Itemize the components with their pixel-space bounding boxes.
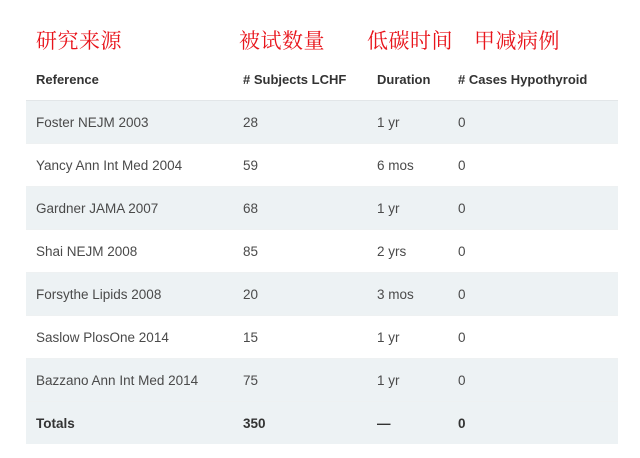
cell-subjects: 20 [233,273,367,316]
chinese-annotations [0,0,640,60]
annotation-cases: 甲减病例 [474,29,560,53]
cell-cases: 0 [448,359,618,402]
cell-reference: Forsythe Lipids 2008 [26,273,233,316]
cell-subjects: 85 [233,230,367,273]
cell-reference: Gardner JAMA 2007 [26,187,233,230]
table-row [26,230,618,273]
cell-reference: Bazzano Ann Int Med 2014 [26,359,233,402]
cell-duration: 6 mos [367,144,448,187]
table-row [26,101,618,144]
cell-subjects: 75 [233,359,367,402]
cell-duration: 1 yr [367,359,448,402]
totals-duration: — [367,402,448,445]
cell-cases: 0 [448,316,618,359]
cell-duration: 1 yr [367,187,448,230]
cell-duration: 2 yrs [367,230,448,273]
cell-duration: 1 yr [367,316,448,359]
cell-reference: Shai NEJM 2008 [26,230,233,273]
cell-duration: 1 yr [367,101,448,144]
totals-subjects: 350 [233,402,367,445]
header-row [26,58,618,101]
header-reference: Reference [26,58,233,101]
annotation-reference: 研究来源 [36,29,122,53]
cell-subjects: 68 [233,187,367,230]
cell-cases: 0 [448,187,618,230]
cell-reference: Saslow PlosOne 2014 [26,316,233,359]
cell-duration: 3 mos [367,273,448,316]
cell-cases: 0 [448,273,618,316]
cell-cases: 0 [448,101,618,144]
cell-subjects: 59 [233,144,367,187]
totals-cases: 0 [448,402,618,445]
cell-cases: 0 [448,230,618,273]
cell-reference: Yancy Ann Int Med 2004 [26,144,233,187]
annotation-subjects: 被试数量 [239,29,325,53]
table-row [26,187,618,230]
cell-cases: 0 [448,144,618,187]
header-duration: Duration [367,58,448,101]
studies-table [26,58,618,444]
annotation-duration: 低碳时间 [367,29,453,53]
table-header [26,58,618,101]
header-cases: # Cases Hypothyroid [448,58,618,101]
totals-row [26,402,618,445]
header-subjects: # Subjects LCHF [233,58,367,101]
cell-subjects: 15 [233,316,367,359]
table-row [26,144,618,187]
cell-reference: Foster NEJM 2003 [26,101,233,144]
totals-label: Totals [26,402,233,445]
table-row [26,359,618,402]
table-body [26,101,618,445]
table-row [26,316,618,359]
table-row [26,273,618,316]
cell-subjects: 28 [233,101,367,144]
